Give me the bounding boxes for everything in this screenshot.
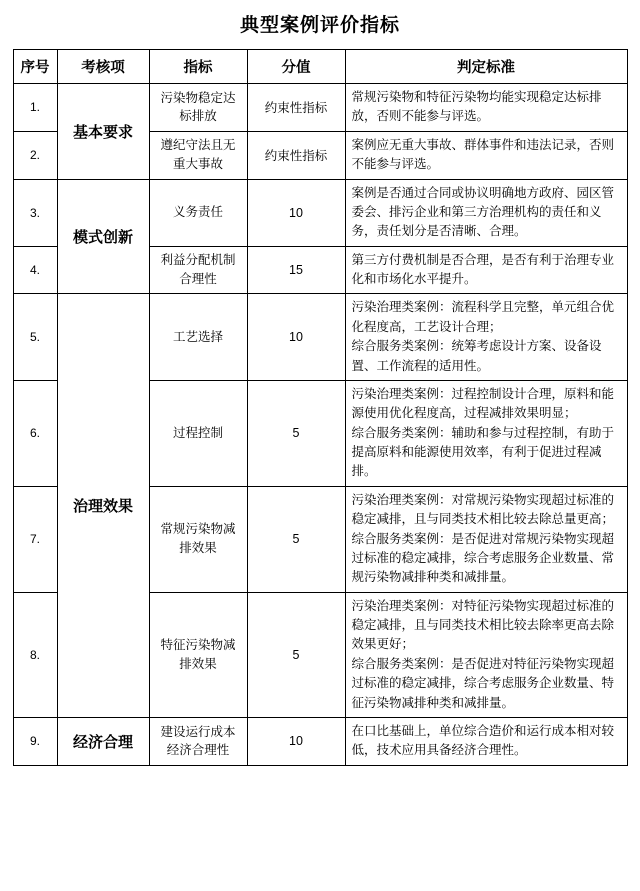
criteria-paragraph: 污染治理类案例：过程控制设计合理，原料和能源使用优化程度高，过程减排效果明显； [351, 386, 615, 421]
cell-score: 10 [247, 179, 345, 246]
cell-criteria [345, 294, 627, 381]
cell-no: 2. [13, 131, 57, 179]
cell-score: 10 [247, 717, 345, 765]
cell-item: 基本要求 [57, 84, 149, 180]
cell-index: 义务责任 [149, 179, 247, 246]
cell-score: 约束性指标 [247, 84, 345, 132]
cell-score: 10 [247, 294, 345, 381]
cell-score: 15 [247, 246, 345, 294]
column-header-index: 指标 [149, 50, 247, 84]
criteria-paragraph: 综合服务类案例：辅助和参与过程控制，有助于提高原料和能源使用效率，有利于促进过程减排。 [351, 425, 615, 479]
cell-score: 约束性指标 [247, 131, 345, 179]
cell-score: 5 [247, 380, 345, 486]
cell-no: 3. [13, 179, 57, 246]
table-row [13, 179, 627, 246]
cell-criteria [345, 246, 627, 294]
criteria-paragraph: 综合服务类案例：是否促进对特征污染物实现超过标准的稳定减排，综合考虑服务企业数量、特征污染物减排种类和减排量。 [351, 656, 615, 710]
cell-criteria [345, 131, 627, 179]
cell-index: 特征污染物减排效果 [149, 592, 247, 717]
cell-index: 污染物稳定达标排放 [149, 84, 247, 132]
cell-item: 治理效果 [57, 294, 149, 718]
cell-index: 工艺选择 [149, 294, 247, 381]
cell-no: 4. [13, 246, 57, 294]
cell-criteria [345, 486, 627, 592]
column-header-score: 分值 [247, 50, 345, 84]
cell-item: 模式创新 [57, 179, 149, 294]
page-title: 典型案例评价指标 [239, 15, 400, 36]
cell-item: 经济合理 [57, 717, 149, 765]
cell-criteria [345, 380, 627, 486]
criteria-paragraph: 在口比基础上，单位综合造价和运行成本相对较低，技术应用具备经济合理性。 [351, 723, 615, 758]
cell-criteria [345, 84, 627, 132]
cell-index: 常规污染物减排效果 [149, 486, 247, 592]
table-body [13, 84, 627, 766]
column-header-no: 序号 [13, 50, 57, 84]
cell-no: 9. [13, 717, 57, 765]
criteria-paragraph: 案例应无重大事故、群体事件和违法记录，否则不能参与评选。 [351, 137, 615, 172]
cell-no: 7. [13, 486, 57, 592]
criteria-paragraph: 污染治理类案例：对常规污染物实现超过标准的稳定减排，且与同类技术相比较去除总量更高； [351, 492, 615, 527]
cell-index: 遵纪守法且无重大事故 [149, 131, 247, 179]
cell-criteria [345, 179, 627, 246]
criteria-paragraph: 第三方付费机制是否合理，是否有利于治理专业化和市场化水平提升。 [351, 252, 615, 286]
table-row [13, 84, 627, 132]
table-header-row [13, 50, 627, 84]
criteria-paragraph: 污染治理类案例：流程科学且完整，单元组合优化程度高，工艺设计合理； [351, 300, 615, 334]
cell-score: 5 [247, 592, 345, 717]
criteria-paragraph: 案例是否通过合同或协议明确地方政府、园区管委会、排污企业和第三方治理机构的责任和义务，责任划分是否清晰、合理。 [351, 185, 615, 239]
column-header-criteria: 判定标准 [345, 50, 627, 84]
column-header-item: 考核项 [57, 50, 149, 84]
cell-no: 1. [13, 84, 57, 132]
table-row [13, 294, 627, 381]
cell-index: 建设运行成本经济合理性 [149, 717, 247, 765]
criteria-paragraph: 综合服务类案例：统筹考虑设计方案、设备设置、工作流程的适用性。 [351, 339, 602, 373]
cell-index: 过程控制 [149, 380, 247, 486]
evaluation-criteria-table [13, 49, 628, 766]
criteria-paragraph: 污染治理类案例：对特征污染物实现超过标准的稳定减排，且与同类技术相比较去除率更高去除效果更好； [351, 598, 615, 652]
cell-criteria [345, 717, 627, 765]
cell-score: 5 [247, 486, 345, 592]
cell-criteria [345, 592, 627, 717]
criteria-paragraph: 常规污染物和特征污染物均能实现稳定达标排放，否则不能参与评选。 [351, 90, 602, 124]
criteria-paragraph: 综合服务类案例：是否促进对常规污染物实现超过标准的稳定减排，综合考虑服务企业数量、常规污染物减排种类和减排量。 [351, 531, 615, 585]
cell-index: 利益分配机制合理性 [149, 246, 247, 294]
cell-no: 5. [13, 294, 57, 381]
cell-no: 6. [13, 380, 57, 486]
cell-no: 8. [13, 592, 57, 717]
table-row [13, 717, 627, 765]
